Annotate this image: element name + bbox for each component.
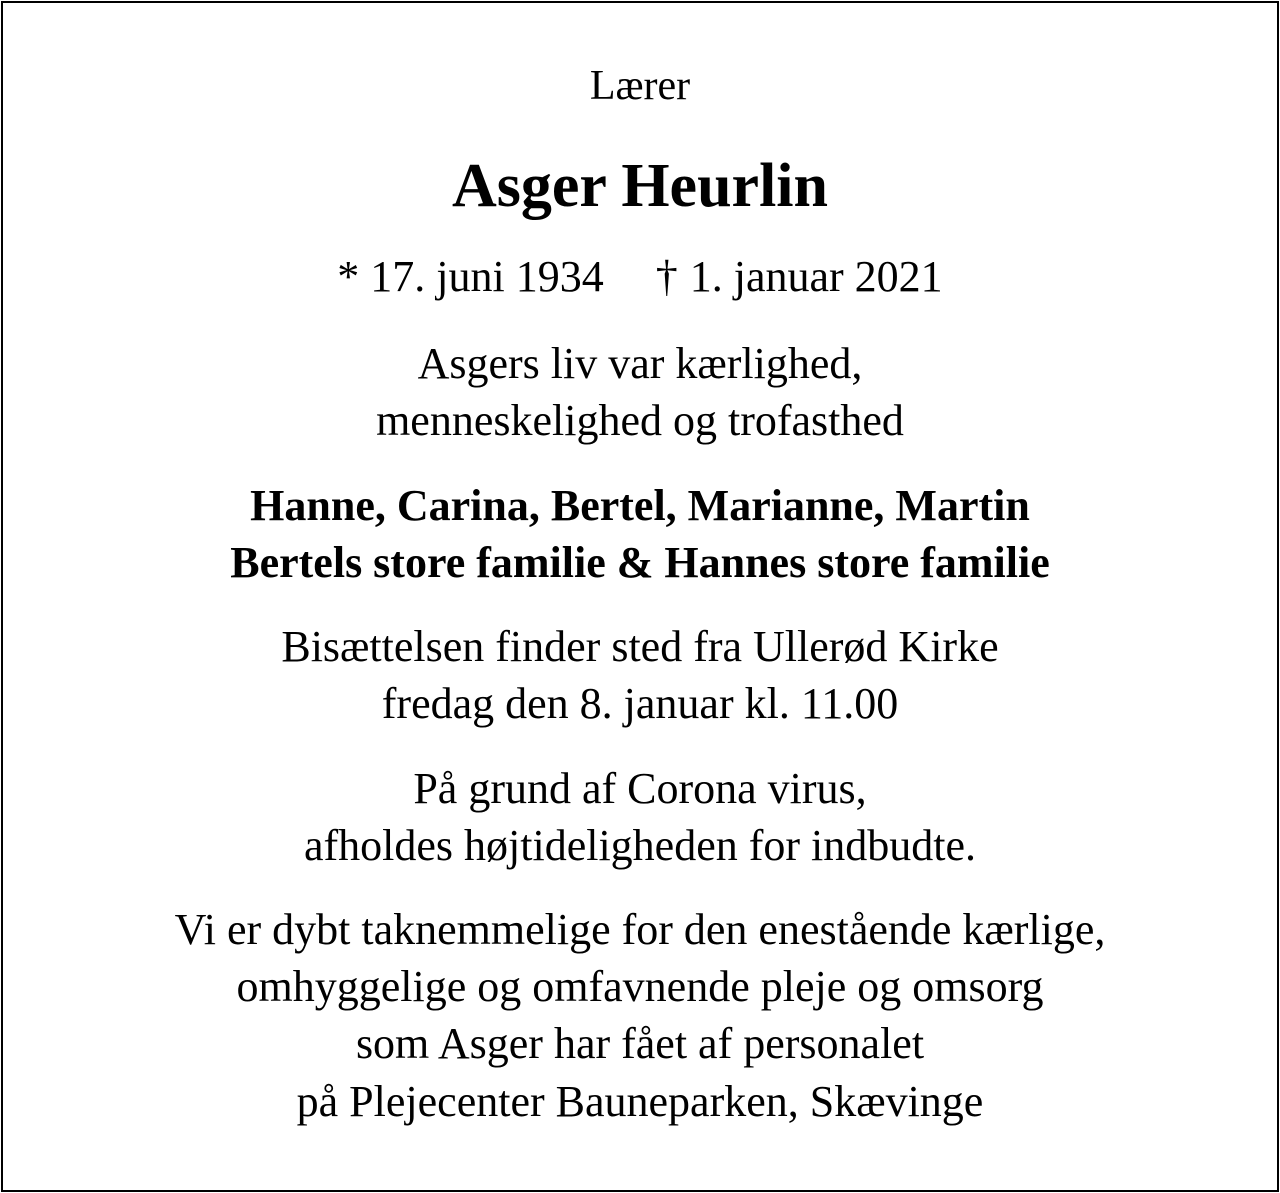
thanks-line: som Asger har fået af personalet — [355, 1019, 925, 1068]
funeral-line: Bisættelsen finder sted fra Ullerød Kirke — [281, 622, 999, 671]
family-line: Bertels store familie & Hannes store familie — [230, 538, 1050, 587]
obituary-notice — [1, 1, 1279, 1192]
dagger-icon: † — [655, 252, 678, 301]
birth-symbol: * — [337, 252, 360, 301]
funeral-line: fredag den 8. januar kl. 11.00 — [381, 679, 899, 728]
corona-line: afholdes højtideligheden for indbudte. — [303, 821, 977, 870]
family-line: Hanne, Carina, Bertel, Marianne, Martin — [250, 481, 1030, 530]
birth-date: 17. juni 1934 — [370, 252, 604, 301]
corona-line: På grund af Corona virus, — [413, 764, 867, 813]
thanks-line: omhyggelige og omfavnende pleje og omsorg — [236, 962, 1044, 1011]
deceased-name: Asger Heurlin — [452, 152, 828, 220]
occupation-title: Lærer — [589, 63, 691, 109]
thanks-line: Vi er dybt taknemmelige for den enestående kærlige, — [174, 905, 1106, 954]
life-dates — [3, 252, 1277, 301]
thanks-line: på Plejecenter Bauneparken, Skævinge — [296, 1077, 984, 1126]
death-date: 1. januar 2021 — [689, 252, 943, 301]
quote-line: Asgers liv var kærlighed, — [417, 339, 863, 388]
quote-line: menneskelighed og trofasthed — [376, 396, 904, 445]
